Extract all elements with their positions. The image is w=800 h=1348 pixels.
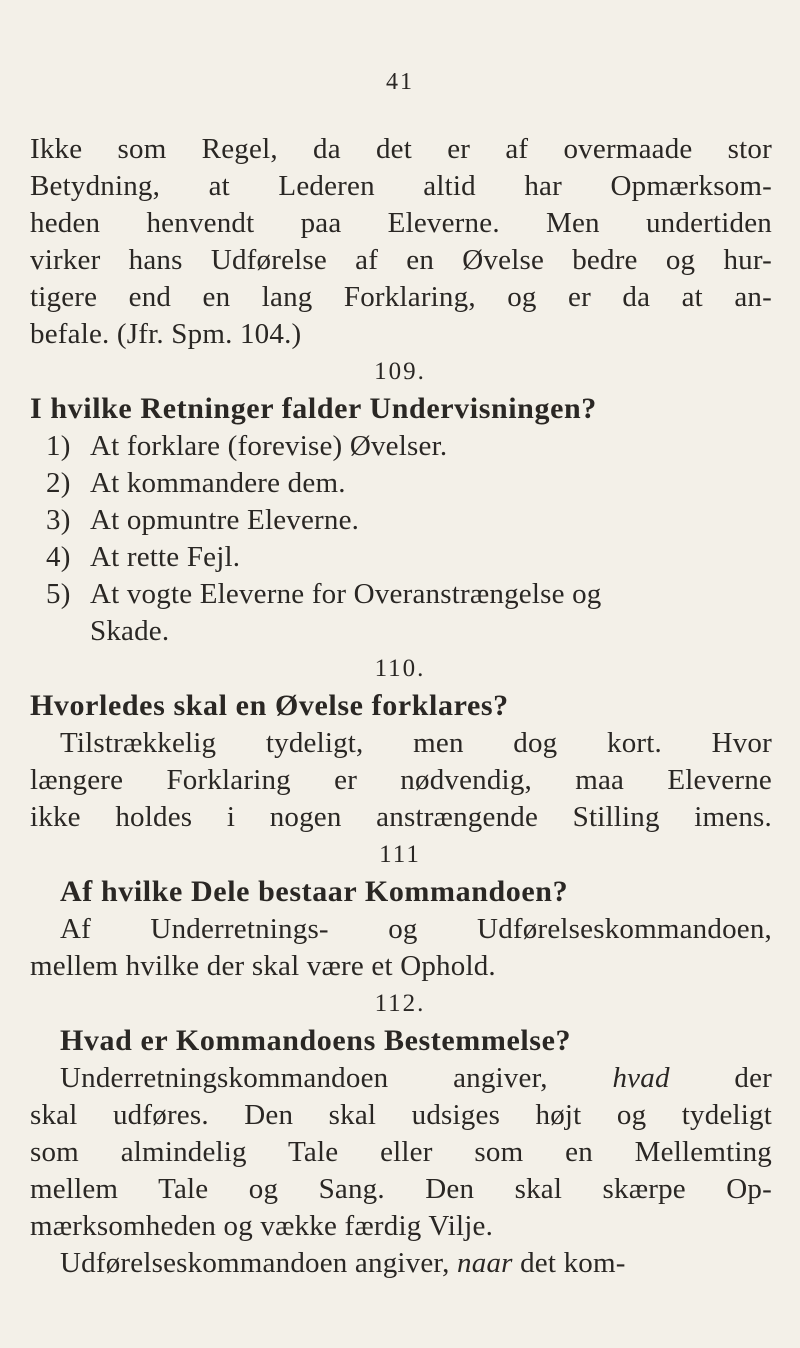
text-line: befale. (Jfr. Spm. 104.) [30, 318, 302, 350]
list-item-number: 5) [46, 578, 71, 610]
list-item-number: 2) [46, 467, 71, 499]
page-number: 41 [386, 69, 414, 95]
answer-line: mærksomheden og vække færdig Vilje. [30, 1210, 494, 1242]
list-item-text: At forklare (forevise) Øvelser. [90, 430, 448, 462]
emphasis: hvad [612, 1062, 670, 1094]
question-heading: Hvad er Kommandoens Bestemmelse? [60, 1024, 572, 1057]
text-run: der [669, 1062, 772, 1094]
list-item [46, 539, 240, 575]
question-number: 110. [374, 655, 426, 682]
list-item [46, 502, 359, 538]
answer-line: som almindelig Tale eller som en Mellemting [30, 1136, 772, 1168]
list-item-number: 1) [46, 430, 71, 462]
text-line: heden henvendt paa Eleverne. Men undertiden [30, 207, 772, 239]
answer-line: længere Forklaring er nødvendig, maa Eleverne [30, 764, 772, 796]
question-number: 112. [374, 990, 426, 1017]
question-heading: I hvilke Retninger falder Undervisningen? [30, 392, 597, 425]
answer-line: skal udføres. Den skal udsiges højt og tydeligt [30, 1099, 772, 1131]
text-line: Ikke som Regel, da det er af overmaade stor [30, 133, 772, 165]
answer-line [60, 1060, 772, 1096]
list-item-number: 4) [46, 541, 71, 573]
answer-line: ikke holdes i nogen anstrængende Stilling imens. [30, 801, 772, 833]
question-heading: Hvorledes skal en Øvelse forklares? [30, 689, 509, 722]
text-run: det kom- [512, 1247, 626, 1279]
question-heading: Af hvilke Dele bestaar Kommandoen? [60, 875, 569, 908]
answer-line: Af Underretnings- og Udførelseskommandoen, [60, 913, 772, 945]
list-item-number: 3) [46, 504, 71, 536]
answer-line: mellem hvilke der skal være et Ophold. [30, 950, 496, 982]
text-line: tigere end en lang Forklaring, og er da at an- [30, 281, 772, 313]
text-run: Udførelseskommandoen angiver, [60, 1247, 458, 1279]
list-item-text: At vogte Eleverne for Overanstrængelse og [90, 578, 602, 610]
list-item [46, 465, 346, 501]
list-item-continuation: Skade. [90, 615, 170, 647]
question-number: 111 [379, 841, 421, 868]
text-line: virker hans Udførelse af en Øvelse bedre og hur- [30, 244, 772, 276]
list-item [46, 576, 602, 612]
list-item [46, 428, 447, 464]
list-item-text: At rette Fejl. [90, 541, 241, 573]
list-item-text: At kommandere dem. [90, 467, 346, 499]
text-run: Underretningskommandoen angiver, [60, 1062, 613, 1094]
emphasis: naar [457, 1247, 513, 1279]
question-number: 109. [374, 358, 426, 385]
answer-line: Tilstrækkelig tydeligt, men dog kort. Hvor [60, 727, 772, 759]
text-line: Betydning, at Lederen altid har Opmærksom- [30, 170, 772, 202]
list-item-text: At opmuntre Eleverne. [90, 504, 360, 536]
answer-line [60, 1245, 626, 1281]
answer-line: mellem Tale og Sang. Den skal skærpe Op- [30, 1173, 772, 1205]
